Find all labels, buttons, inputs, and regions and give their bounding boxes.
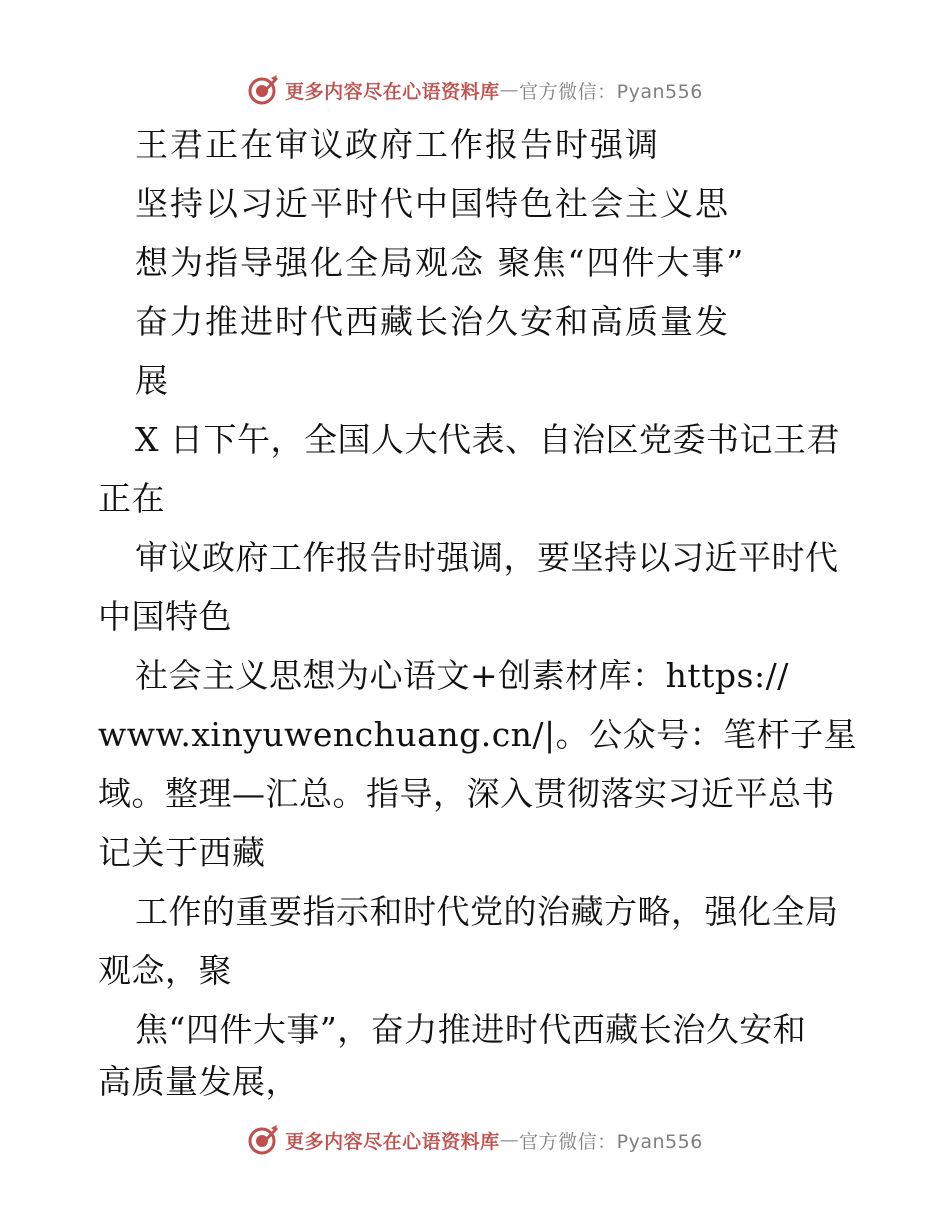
body-line: X 日下午，全国人大代表、自治区党委书记王君: [135, 420, 840, 459]
banner-dash: —: [499, 79, 520, 101]
body-line: 记关于西藏: [98, 833, 266, 872]
footer-banner: [0, 1120, 950, 1160]
body-line: 审议政府工作报告时强调，要坚持以习近平时代: [135, 538, 839, 577]
body-line: 社会主义思想为心语文+创素材库：https://: [135, 656, 789, 695]
banner-red-text: 更多内容尽在心语资料库: [285, 1130, 500, 1153]
body-line: 观念，聚: [98, 951, 232, 990]
banner-gray-text: 官方微信：Pyan556: [519, 80, 703, 103]
banner-red-text: 更多内容尽在心语资料库: [285, 80, 500, 103]
header-banner: [0, 70, 950, 110]
quill-logo-icon: [247, 1124, 279, 1156]
banner-gray-text: 官方微信：Pyan556: [519, 1130, 703, 1153]
body-line: 焦“四件大事”，奋力推进时代西藏长治久安和: [135, 1010, 807, 1049]
body-line: 中国特色: [98, 597, 232, 636]
banner-dash: —: [499, 1129, 520, 1151]
quill-logo-icon: [247, 74, 279, 106]
body-line: 工作的重要指示和时代党的治藏方略，强化全局: [135, 892, 839, 931]
title-line: 坚持以习近平时代中国特色社会主义思: [135, 184, 730, 223]
title-line: 王君正在审议政府工作报告时强调: [135, 125, 660, 164]
title-line: 展: [135, 361, 170, 400]
body-line: 高质量发展，: [98, 1062, 299, 1101]
title-line: 奋力推进时代西藏长治久安和高质量发: [135, 302, 730, 341]
title-line: 想为指导强化全局观念 聚焦“四件大事”: [135, 243, 746, 282]
body-line: 正在: [98, 479, 165, 518]
body-line: www.xinyuwenchuang.cn/|。公众号：笔杆子星: [98, 715, 858, 754]
body-line: 域。整理—汇总。指导，深入贯彻落实习近平总书: [98, 774, 835, 813]
